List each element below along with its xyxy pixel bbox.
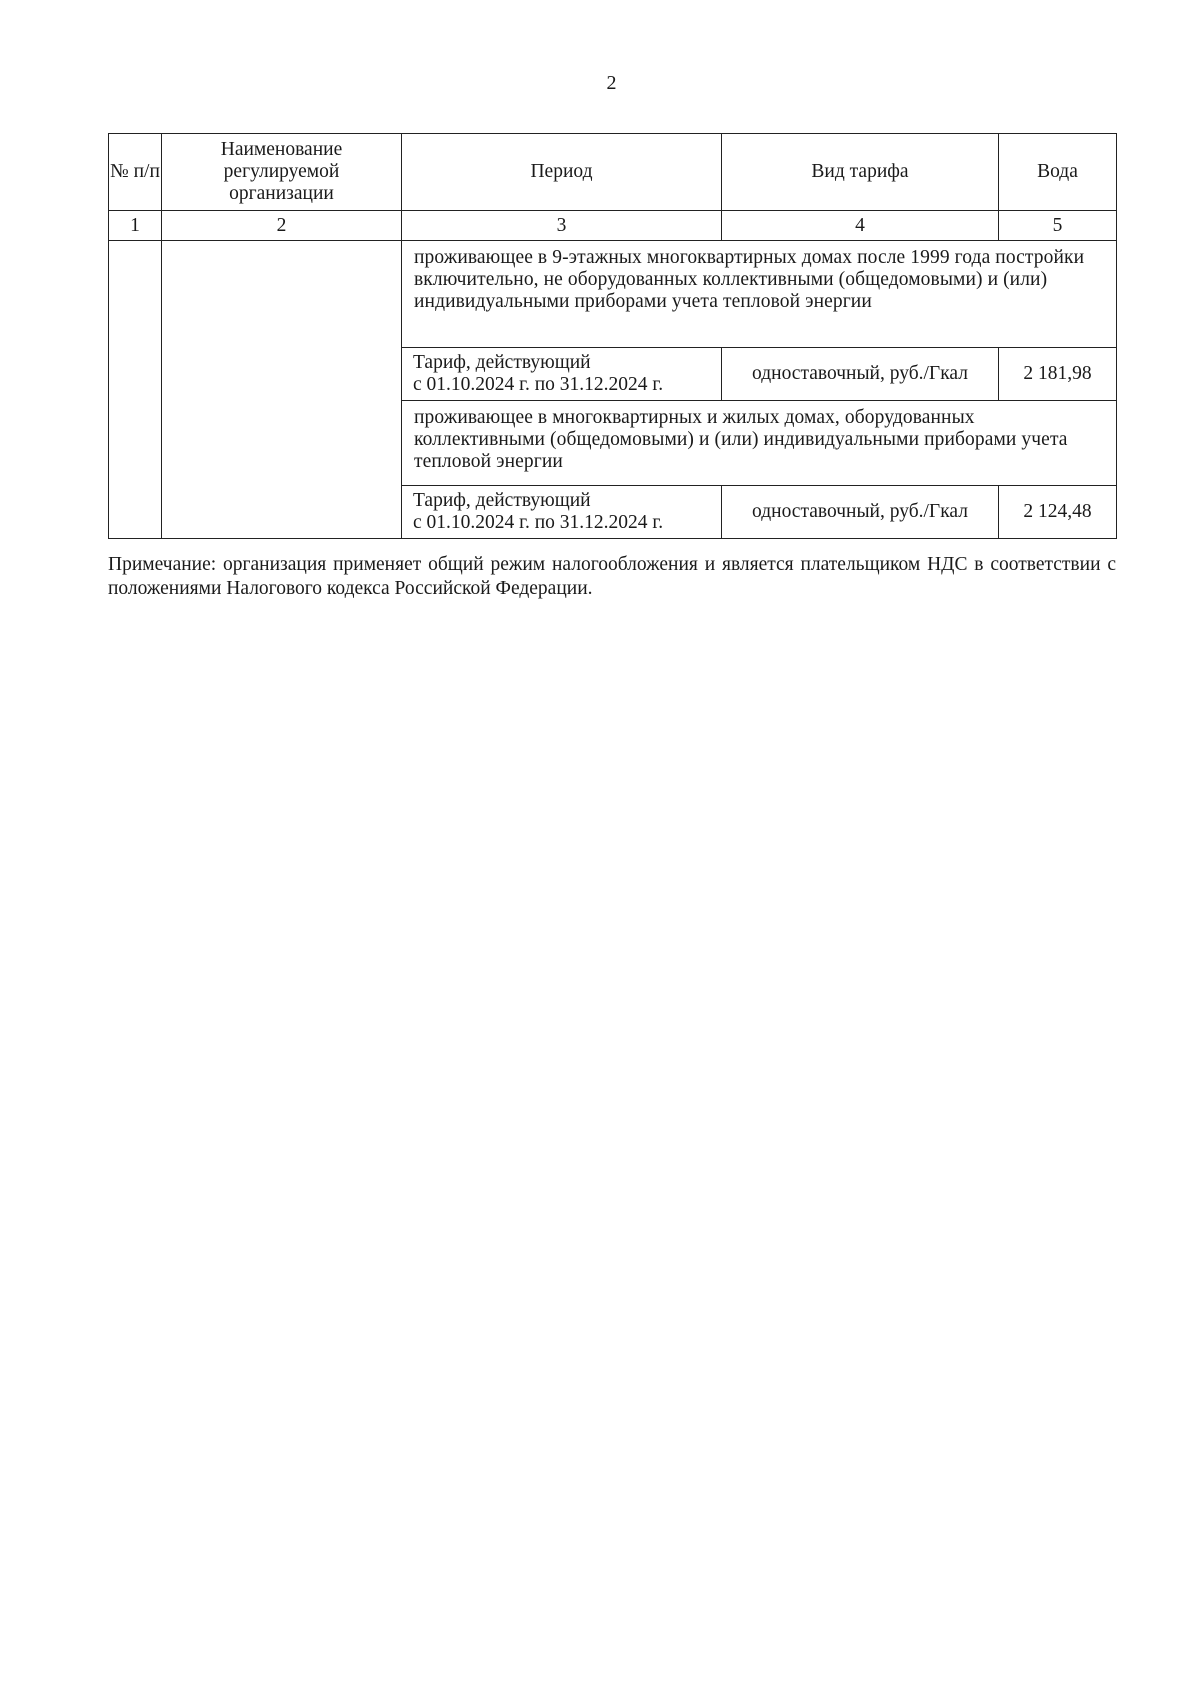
header-num: № п/п bbox=[109, 134, 162, 211]
num-cell bbox=[109, 241, 162, 539]
tariff-value-cell: 2 124,48 bbox=[999, 486, 1117, 539]
period-label: Тариф, действующий bbox=[413, 352, 591, 373]
header-period: Период bbox=[402, 134, 722, 211]
column-index: 4 bbox=[722, 211, 999, 241]
period-cell bbox=[402, 348, 722, 401]
tariff-table bbox=[108, 133, 1117, 539]
period-dates: с 01.10.2024 г. по 31.12.2024 г. bbox=[413, 512, 664, 533]
column-index: 5 bbox=[999, 211, 1117, 241]
table-header-row bbox=[109, 134, 1117, 211]
tax-note: Примечание: организация применяет общий режим налогообложения и является плательщиком НДС в соответствии с положениями Налогового кодекса Российской Федерации. bbox=[108, 554, 1116, 599]
column-index: 1 bbox=[109, 211, 162, 241]
tariff-type-cell: одноставочный, руб./Гкал bbox=[722, 486, 999, 539]
tariff-type-cell: одноставочный, руб./Гкал bbox=[722, 348, 999, 401]
header-tariff-type: Вид тарифа bbox=[722, 134, 999, 211]
period-label: Тариф, действующий bbox=[413, 490, 591, 511]
period-dates: с 01.10.2024 г. по 31.12.2024 г. bbox=[413, 374, 664, 395]
org-cell bbox=[162, 241, 402, 539]
period-cell bbox=[402, 486, 722, 539]
column-index: 3 bbox=[402, 211, 722, 241]
category-row bbox=[109, 241, 1117, 348]
column-index: 2 bbox=[162, 211, 402, 241]
header-water: Вода bbox=[999, 134, 1117, 211]
consumer-category: проживающее в 9-этажных многоквартирных домах после 1999 года постройки включительно, не оборудованных коллективными (общедомовыми) и (или) индивидуальными приборами учета тепловой энергии bbox=[402, 241, 1117, 348]
consumer-category: проживающее в многоквартирных и жилых домах, оборудованных коллективными (общедомовыми) и (или) индивидуальными приборами учета тепловой энергии bbox=[402, 401, 1117, 486]
column-index-row bbox=[109, 211, 1117, 241]
page-number: 2 bbox=[606, 72, 617, 94]
header-org: Наименование регулируемой организации bbox=[162, 134, 402, 211]
tariff-value-cell: 2 181,98 bbox=[999, 348, 1117, 401]
